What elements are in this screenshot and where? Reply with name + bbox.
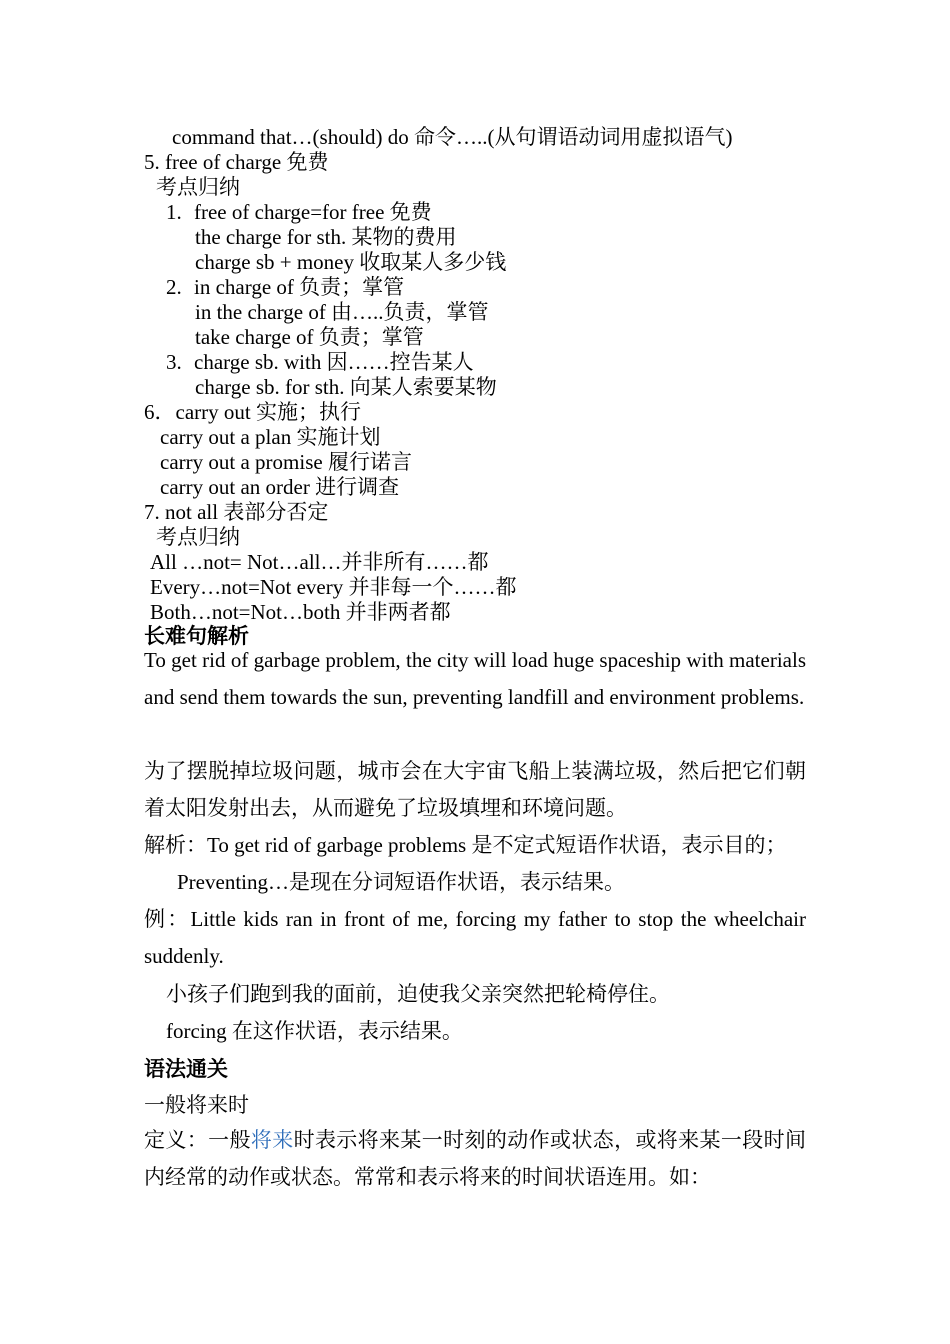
- grammar-heading: 语法通关: [144, 1057, 228, 1081]
- item5-sub1-line2: the charge for sth. 某物的费用: [195, 225, 457, 249]
- analysis-line1: 解析：To get rid of garbage problems 是不定式短语作状语，表示目的；: [144, 833, 787, 857]
- example-note: forcing 在这作状语，表示结果。: [166, 1019, 463, 1043]
- item5-summary-label: 考点归纳: [156, 175, 240, 199]
- item5-sub2-text: in charge of 负责；掌管: [194, 275, 405, 299]
- item5-sub2: [166, 275, 404, 300]
- item7-line2: Every…not=Not every 并非每一个……都: [150, 575, 517, 599]
- item5-sub2-line3: take charge of 负责；掌管: [195, 325, 424, 349]
- item5-sub3-number: 3.: [166, 350, 182, 374]
- item7-summary-label: 考点归纳: [156, 525, 240, 549]
- example-english: 例：Little kids ran in front of me, forcing my father to stop the wheelchair suddenly.: [144, 907, 806, 968]
- item5-sub1-text: free of charge=for free 免费: [194, 200, 432, 224]
- item7-title: 7. not all 表部分否定: [144, 500, 329, 524]
- definition-prefix: 定义：一般: [144, 1128, 251, 1152]
- analysis-line2: Preventing…是现在分词短语作状语，表示结果。: [177, 870, 625, 894]
- grammar-definition: [144, 1122, 806, 1196]
- item5-sub1: [166, 200, 432, 225]
- definition-rest: 时表示将来某一时刻的动作或状态，或将来某一段时间内经常的动作或状态。常常和表示将来的时间状语连用。如：: [144, 1128, 807, 1189]
- example-chinese: 小孩子们跑到我的面前，迫使我父亲突然把轮椅停住。: [166, 982, 670, 1006]
- item6-line2: carry out a promise 履行诺言: [160, 450, 412, 474]
- item5-title: 5. free of charge 免费: [144, 150, 329, 174]
- long-sentence-chinese: 为了摆脱掉垃圾问题，城市会在大宇宙飞船上装满垃圾，然后把它们朝着太阳发射出去，从而避免了垃圾填埋和环境问题。: [144, 759, 806, 820]
- item5-sub3: [166, 350, 474, 375]
- item7-line1: All …not= Not…all…并非所有……都: [150, 550, 489, 574]
- item7-line3: Both…not=Not…both 并非两者都: [150, 600, 451, 624]
- long-sentence-english: To get rid of garbage problem, the city will load huge spaceship with materials and send them towards the sun, preventing landfill and environment problems.: [144, 648, 806, 709]
- item5-sub3-line2: charge sb. for sth. 向某人索要某物: [195, 375, 497, 399]
- command-that-line: command that…(should) do 命令…..(从句谓语动词用虚拟语气): [172, 125, 733, 149]
- item6-line1: carry out a plan 实施计划: [160, 425, 381, 449]
- item5-sub1-line3: charge sb + money 收取某人多少钱: [195, 250, 507, 274]
- item5-sub2-number: 2.: [166, 275, 182, 299]
- item5-sub1-number: 1.: [166, 200, 182, 224]
- definition-link[interactable]: 将来: [250, 1128, 294, 1152]
- item5-sub2-line2: in the charge of 由…..负责，掌管: [195, 300, 489, 324]
- grammar-subheading: 一般将来时: [144, 1093, 249, 1117]
- item6-title: 6．carry out 实施；执行: [144, 400, 361, 424]
- long-sentence-heading: 长难句解析: [144, 624, 249, 648]
- item6-line3: carry out an order 进行调查: [160, 475, 400, 499]
- item5-sub3-text: charge sb. with 因……控告某人: [194, 350, 474, 374]
